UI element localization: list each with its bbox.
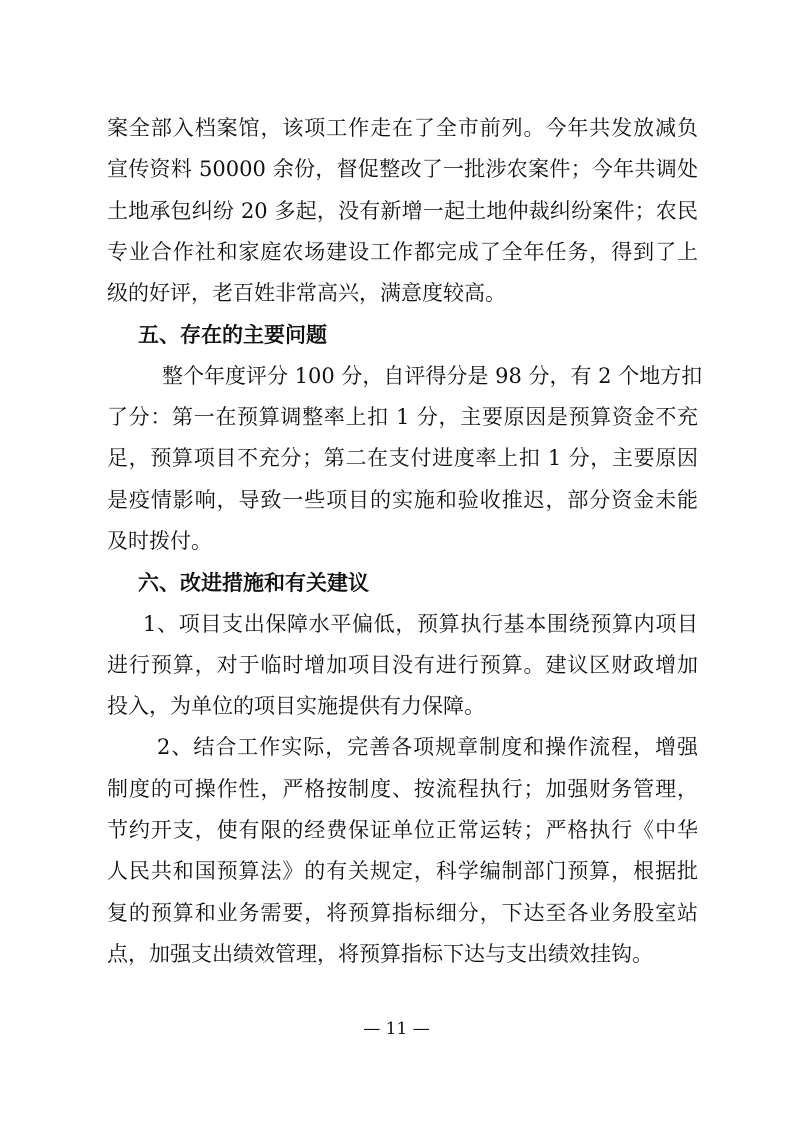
document-body xyxy=(107,108,703,975)
text-line: 案全部入档案馆，该项工作走在了全市前列。今年共发放减负 xyxy=(107,116,698,140)
text-line: 土地承包纠纷 20 多起，没有新增一起土地仲裁纠纷案件；农民 xyxy=(107,198,698,223)
text-line: 2、结合工作实际，完善各项规章制度和操作流程，增强 xyxy=(157,735,698,760)
text-line: 专业合作社和家庭农场建设工作都完成了全年任务，得到了上 xyxy=(107,239,698,264)
text-line: 复的预算和业务需要，将预算指标细分，下达至各业务股室站 xyxy=(107,900,698,925)
paragraph xyxy=(107,108,698,314)
text-line: 是疫情影响，导致一些项目的实施和验收推迟，部分资金未能 xyxy=(107,487,698,512)
text-line: 制度的可操作性，严格按制度、按流程执行；加强财务管理， xyxy=(107,776,698,801)
text-line: 足，预算项目不充分；第二在支付进度率上扣 1 分，主要原因 xyxy=(107,446,698,471)
text-line: 投入，为单位的项目实施提供有力保障。 xyxy=(107,694,485,719)
section-heading xyxy=(107,562,698,603)
paragraph xyxy=(107,604,698,728)
heading-text: 五、存在的主要问题 xyxy=(138,322,327,348)
text-line: 了分：第一在预算调整率上扣 1 分，主要原因是预算资金不充 xyxy=(107,405,698,430)
text-line: 节约开支，使有限的经费保证单位正常运转；严格执行《中华 xyxy=(107,818,698,843)
text-line: 级的好评，老百姓非常高兴，满意度较高。 xyxy=(107,281,506,306)
text-line: 点，加强支出绩效管理，将预算指标下达与支出绩效挂钩。 xyxy=(107,941,653,966)
text-line: 1、项目支出保障水平偏低，预算执行基本围绕预算内项目 xyxy=(143,611,698,636)
text-line: 人民共和国预算法》的有关规定，科学编制部门预算，根据批 xyxy=(107,859,698,884)
text-line: 宣传资料 50000 余份，督促整改了一批涉农案件；今年共调处 xyxy=(107,157,698,182)
paragraph xyxy=(107,727,698,975)
text-line: 进行预算，对于临时增加项目没有进行预算。建议区财政增加 xyxy=(107,652,698,677)
section-heading xyxy=(107,314,698,355)
heading-text: 六、改进措施和有关建议 xyxy=(138,570,369,596)
text-line: 整个年度评分 100 分，自评得分是 98 分，有 2 个地方扣 xyxy=(162,363,703,388)
page-number: — 11 — xyxy=(363,1019,430,1039)
text-line: 及时拨付。 xyxy=(107,528,212,553)
paragraph xyxy=(107,356,703,562)
